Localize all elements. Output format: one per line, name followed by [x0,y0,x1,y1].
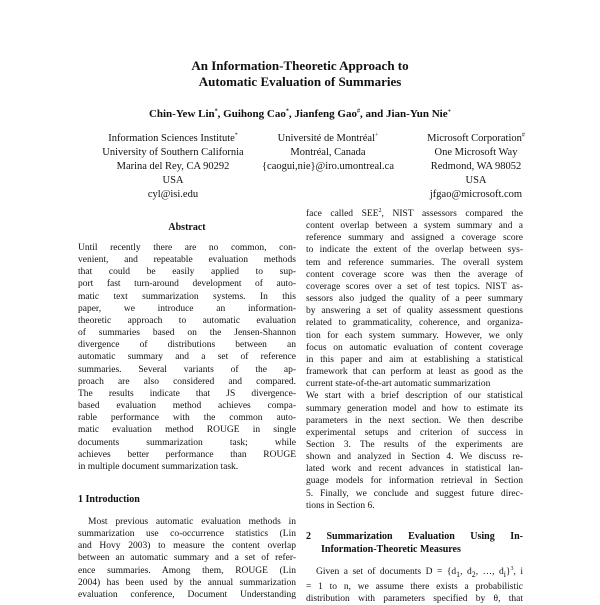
affiliation-email: cyl@isi.edu [147,189,199,200]
abstract-line: theoretic approach to automatic evaluation [78,315,296,326]
abstract-line: Until recently there are no common, con- [78,243,296,253]
body-line: parameters in the next section. We then describe [306,415,523,426]
body-line: focus on automatic evaluation of content coverage [306,342,523,353]
author-mark: * [285,108,289,115]
author-list [0,108,600,121]
affiliation-email: {caogui,nie}@iro.umontreal.ca [262,161,394,172]
affiliation-line: Marina del Rey, CA 90292 [116,161,230,172]
affiliation-email: jfgao@microsoft.com [429,189,523,200]
body-line: summarization use co-occurrence statistics (Lin [78,529,296,540]
affiliation-line: USA [162,175,184,186]
body-line: experimental setups and criterion of success in [306,427,523,438]
abstract-line: automatic summary and a set of reference [78,352,296,363]
footnote-mark: 2 [378,207,382,214]
body-line: Given a set of documents $D = \{d_1$, $d_2$, …, $d_i\}^3$, i [316,565,524,579]
body-line: framework that can perform at least as good as the [306,367,523,378]
abstract-line: that could be easily applied to sup- [78,267,296,278]
affiliation-microsoft [412,132,540,202]
body-line: evaluation conference, Document Understanding [78,589,296,600]
body-line: in this paper and aim at establishing a statistical [306,354,523,365]
affiliation-mark: + [375,132,379,139]
affiliation-mark: * [234,132,238,139]
abstract-line: divergence of distributions between an [78,340,296,351]
abstract-line: documents summarization task; while [78,437,296,448]
title-line-1: An Information-Theoretic Approach to [191,58,409,73]
body-line: and Hovy 2003) to measure the content overlap [78,541,296,552]
section-heading-line: Information-Theoretic Measures [321,543,461,555]
author-name: Guihong Cao [223,108,286,120]
body-line: tions in Section 6. [306,500,375,511]
body-line: 2004) has been used by the annual summarization [78,577,296,588]
abstract-line: achieves better performance than ROUGE [78,449,296,460]
body-line: We start with a brief description of our statistical [306,391,523,402]
affiliation-line: One Microsoft Way [434,147,518,158]
author-mark: # [356,108,360,115]
section-heading-introduction: 1 Introduction [78,494,140,505]
abstract-line: paper, we introduce an information- [78,303,296,314]
author-mark: * [214,108,218,115]
author-separator: , and [359,108,386,120]
affiliation-line: University of Southern California [102,147,244,158]
abstract-body [78,242,296,473]
abstract-line: matic text summarization systems. In this [78,291,296,302]
body-line: 5. Finally, we conclude and suggest future direc- [306,488,523,499]
body-line: content coverage score was then the average of [306,269,523,280]
author-separator: , [217,108,224,120]
abstract-line: based evaluation method achieves compa- [78,401,296,412]
introduction-body [78,516,296,601]
body-line: reference summary and assigned a coverage score [306,233,523,244]
affiliation-line: Microsoft Corporation# [427,132,525,144]
affiliation-line: USA [465,175,487,186]
body-line: sessors also judged the quality of a peer summary [306,294,523,305]
author-name: Chin-Yew Lin [148,108,215,120]
section-heading-summarization-evaluation [306,531,523,556]
body-line: Most previous automatic evaluation methods in [88,517,296,527]
author-name: Jian-Yun Nie [385,108,448,120]
body-line: by answering a set of quality assessment questions [306,306,523,317]
body-line: related to grammaticality, coherence, and organiza- [306,318,523,329]
body-line: current state-of-the-art automatic summarization [306,379,491,390]
paper-title [0,58,600,90]
body-line: ence summaries. Among them, ROUGE (Lin [78,565,296,576]
abstract-line: in multiple document summarization task. [78,461,239,472]
body-line: coverage scores over a set of test topics. NIST as- [306,281,523,292]
affiliation-line: Montréal, Canada [290,147,366,158]
affiliation-line: Information Sciences Institute* [108,132,238,144]
body-line: tion for each system summary. However, we only [306,330,523,341]
author-name: Jianfeng Gao [294,108,357,120]
affiliation-line: Université de Montréal+ [277,132,379,144]
abstract-line: rable performance with the common auto- [78,413,296,424]
abstract-line: port fast turn-around development of auto- [78,279,296,290]
affiliation-mark: # [521,132,525,139]
body-line: distribution with parameters specified by θ, that [306,594,523,605]
abstract-line: The results indicate that JS divergence- [78,388,296,399]
body-line: lated work and recent advances in statistical lan- [306,464,523,475]
body-line: = 1 to n, we assume there exists a probabilistic [306,582,523,593]
affiliation-isi [80,132,266,202]
body-line: content overlap between a system summary and a [306,221,523,232]
body-line: to indicate the extent of the overlap between sys- [306,245,523,256]
abstract-line: matic evaluation method ROUGE in single [78,425,296,436]
abstract-line: proach are also considered and compared. [78,376,296,387]
body-line: shown and analyzed in Section 4. We discuss re- [306,452,523,463]
right-column-body [306,208,523,512]
section-heading-line: 2 Summarization Evaluation Using In- [306,531,523,542]
body-line: between an automatic summary and a set of refer- [78,553,296,564]
section-2-body [306,566,523,605]
affiliation-line: Redmond, WA 98052 [430,161,522,172]
abstract-heading: Abstract [168,222,206,233]
title-line-2: Automatic Evaluation of Summaries [198,74,402,89]
author-mark: + [447,108,452,115]
affiliation-montreal [254,132,402,174]
body-line: guage models for information retrieval in Section [306,476,523,487]
abstract-line: summaries. Several variants of the ap- [78,364,296,375]
abstract-line: venient, and repeatable evaluation methods [78,255,296,266]
abstract-line: of summaries based on the Jensen-Shannon [78,328,296,339]
body-line: tem and reference summaries. The overall system [306,257,523,268]
body-line: Section 3. The results of the experiments are [306,439,523,450]
body-line: summary generation model and how to estimate its [306,403,523,414]
author-separator: , [288,108,295,120]
footnote-mark: 3 [510,565,514,572]
body-line: face called SEE$^2$, NIST assessors compared the [306,207,523,219]
